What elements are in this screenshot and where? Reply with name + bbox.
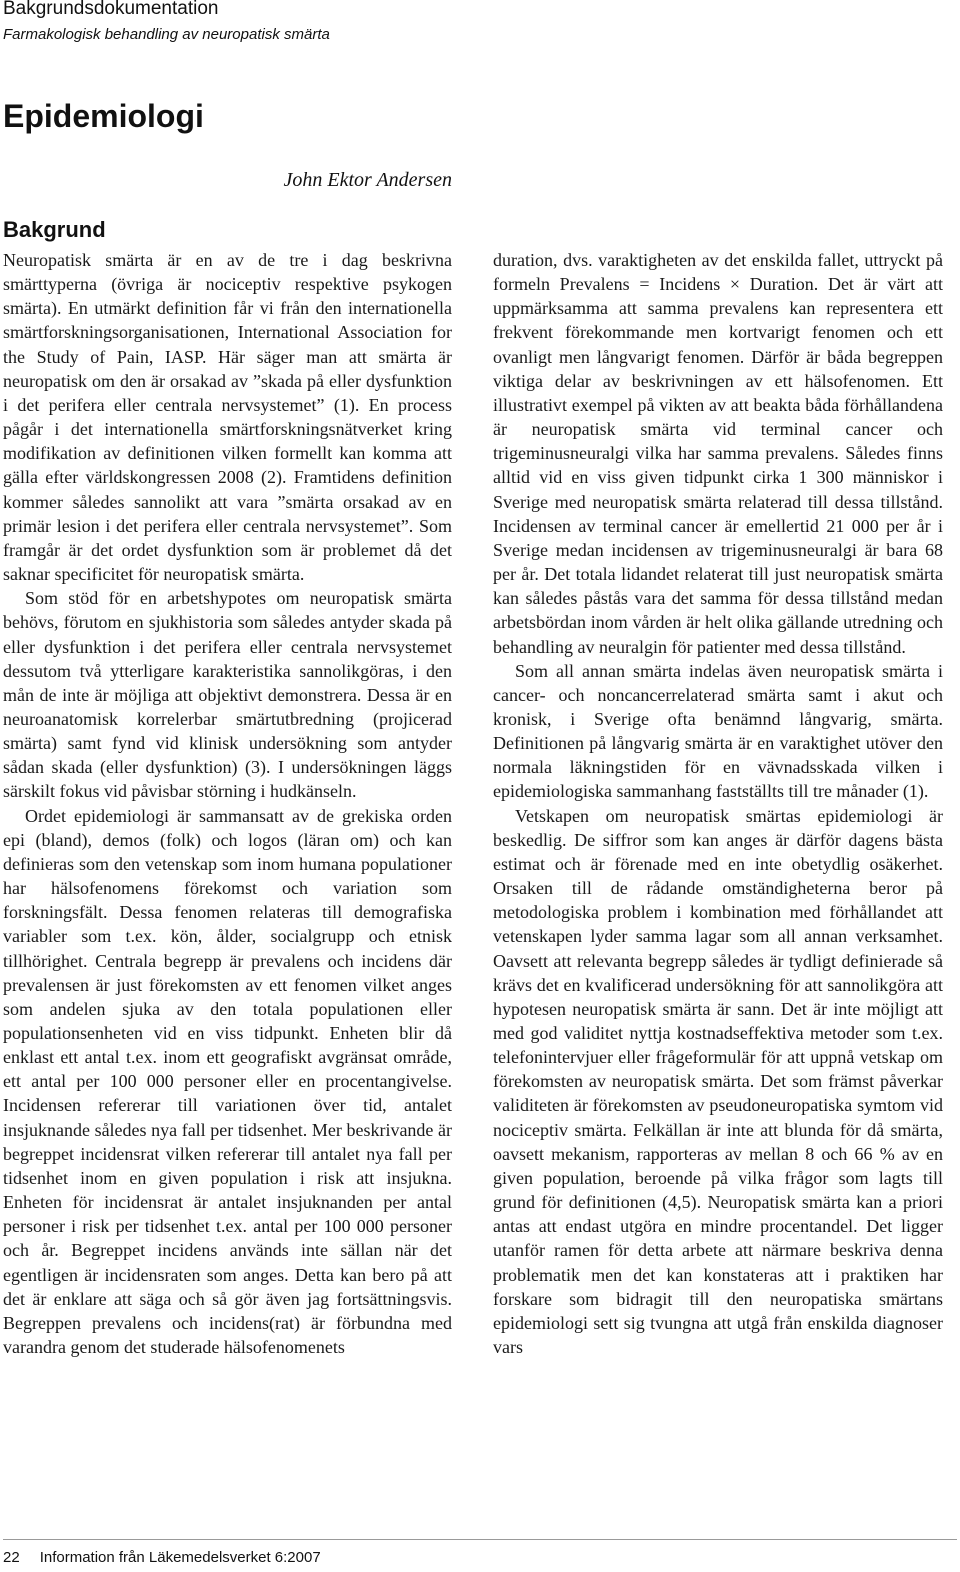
author-name: John Ektor Andersen (283, 169, 452, 191)
paragraph: Ordet epidemiologi är sammansatt av de grekiska orden epi (bland), demos (folk) och logos (läran om) och kan definieras som den vetenskap som inom humana populationer har hälsofenomens förekomst och variation som forskningsfält. Dessa fenomen relateras till demografiska variabler som t.ex. kön, ålder, socialgrupp och etnisk tillhörighet. Centrala begrepp är prevalens och incidens där prevalensen är just förekomsten av ett fenomen vilket anges som andelen sjuka av den totala populationen eller populationsenheten vid en viss tidpunkt. Enheten blir då enklast ett antal t.ex. inom ett geografiskt avgränsat område, ett antal per 100 000 personer eller en procentangivelse. Incidensen refererar till variationen över tid, antalet insjuknande således nya fall per tidsenhet. Mer beskrivande är begreppet incidensrat vilken refererar till antalet nya fall per tidsenhet inom en given population i risk att insjukna. Enheten för incidensrat är antalet insjuknanden per antal personer i risk per tidsenhet t.ex. antal per 100 000 personer och år. Begreppet incidens används inte sällan när det egentligen är incidensraten som anges. Detta kan bero på att det är enklare att säga och så gör även jag fortsättningsvis. Begreppen prevalens och incidens(rat) är förbundna med varandra genom det studerade hälsofenomenets (3, 805, 452, 1358)
paragraph: Neuropatisk smärta är en av de tre i dag beskrivna smärttyperna (övriga är nociceptiv respektive psykogen smärta). En utmärkt definition får vi från den internationella smärtforskningsorganisationen, International Association for the Study of Pain, IASP. Här säger man att smärta är neuropatisk om den är orsakad av ”skada på eller dysfunktion i det perifera eller centrala nervsystemet” (1). En process pågår i det internationella smärtforskningsnätverket kring modifikation av definitionen vilken formellt kan komma att gälla efter världskongressen 2008 (2). Framtidens definition kommer således sannolikt att vara ”smärta orsakad av en primär lesion i det perifera eller centrala nervsystemet”. Som framgår är det ordet dysfunktion som är problemet då det saknar specificitet för neuropatisk smärta. (3, 250, 452, 585)
paragraph: Som all annan smärta indelas även neuropatisk smärta i cancer- och noncancerrelaterad smärta samt i akut och kronisk, i Sverige ofta benämnd långvarig, smärta. Definitionen på långvarig smärta är en varaktighet utöver den normala läkningstiden för en vävnadsskada vilken i epidemiologiska sammanhang fastställts till tre månader (1). (493, 660, 943, 802)
right-text-column (493, 248, 943, 1359)
paragraph: Som stöd för en arbetshypotes om neuropatisk smärta behövs, förutom en sjukhistoria som således antyder skada på eller dysfunktion i det perifera eller centrala nervsystemet dessutom två ytterligare karakteristika sannolikgöras, i den mån de inte är möjliga att objektivt demonstrera. Dessa är en neuroanatomisk korrelerbar smärtutbredning (projicerad smärta) samt fynd vid klinisk undersökning som antyder sådan skada (eller dysfunktion) (3). I undersökningen läggs särskilt fokus vid påvisbar störning i hudkänseln. (3, 588, 452, 802)
page-title: Epidemiologi (3, 98, 204, 134)
document-subtitle: Farmakologisk behandling av neuropatisk smärta (3, 26, 330, 43)
paragraph: duration, dvs. varaktigheten av det enskilda fallet, uttryckt på formeln Prevalens = Incidens × Duration. Det är värt att uppmärksamma att samma prevalens kan representera ett frekvent förekommande men kortvarigt fenomen och ett ovanligt men långvarigt fenomen. Därför är båda begreppen viktiga delar av beskrivningen av ett hälsofenomen. Ett illustrativt exempel på vikten av att beakta båda förhållandena är neuropatisk smärta vid terminal cancer och trigeminusneuralgi vilka har samma prevalens. Således finns alltid vid en viss given tidpunkt cirka 1 300 människor i Sverige med neuropatisk smärta relaterad till dessa tillstånd. Incidensen av terminal cancer är emellertid 21 000 per år i Sverige medan incidensen av trigeminusneuralgi är bara 68 per år. Det totala lidandet relaterat till just neuropatisk smärta kan således påstås vara det samma för dessa tillstånd medan arbetsbördan inom vården är helt olika gällande utredning och behandling av neuralgin för patienter med dessa tillstånd. (493, 250, 943, 657)
paragraph: Vetskapen om neuropatisk smärtas epidemiologi är beskedlig. De siffror som kan anges är därför dagens bästa estimat och är förenade med en inte obetydlig osäkerhet. Orsaken till de rådande omständigheterna beror på metodologiska problem i kombination med förhållandet att vetenskapen lyder samma lagar som all annan verksamhet. Oavsett att relevanta begrepp således är tydligt definierade så krävs det en kvalificerad undersökning för att sannolikgöra att hypotesen neuropatisk smärta är sann. Det är inte möjligt att med god validitet nyttja kostnadseffektiva metoder som t.ex. telefonintervjuer eller frågeformulär för att uppnå vetskap om förekomsten av neuropatisk smärta. Det som främst påverkar validiteten är förekomsten av pseudoneuropatiska symtom vid nociceptiv smärta. Felkällan är inte att blunda för då smärta, oavsett mekanism, rapporteras av mellan 8 och 66 % av en given population, beroende på vilka frågor som lagts till grund för definitionen (4,5). Neuropatisk smärta kan a priori antas att endast utgöra en mindre procentandel. Det ligger utanför ramen för detta arbete att närmare beskriva denna problematik men det kan konstateras att i praktiken har forskare som bidragit till den neuropatiska smärtans epidemiologi sett sig tvungna att utgå från enskilda diagnoser vars (493, 805, 943, 1358)
section-heading: Bakgrund (3, 217, 106, 242)
page-number: 22 (3, 1549, 20, 1566)
page-footer (3, 1548, 321, 1568)
footer-divider (3, 1539, 957, 1540)
document-series-label: Bakgrundsdokumentation (3, 0, 219, 19)
left-text-column (3, 248, 452, 1359)
publication-name: Information från Läkemedelsverket 6:2007 (39, 1549, 321, 1566)
